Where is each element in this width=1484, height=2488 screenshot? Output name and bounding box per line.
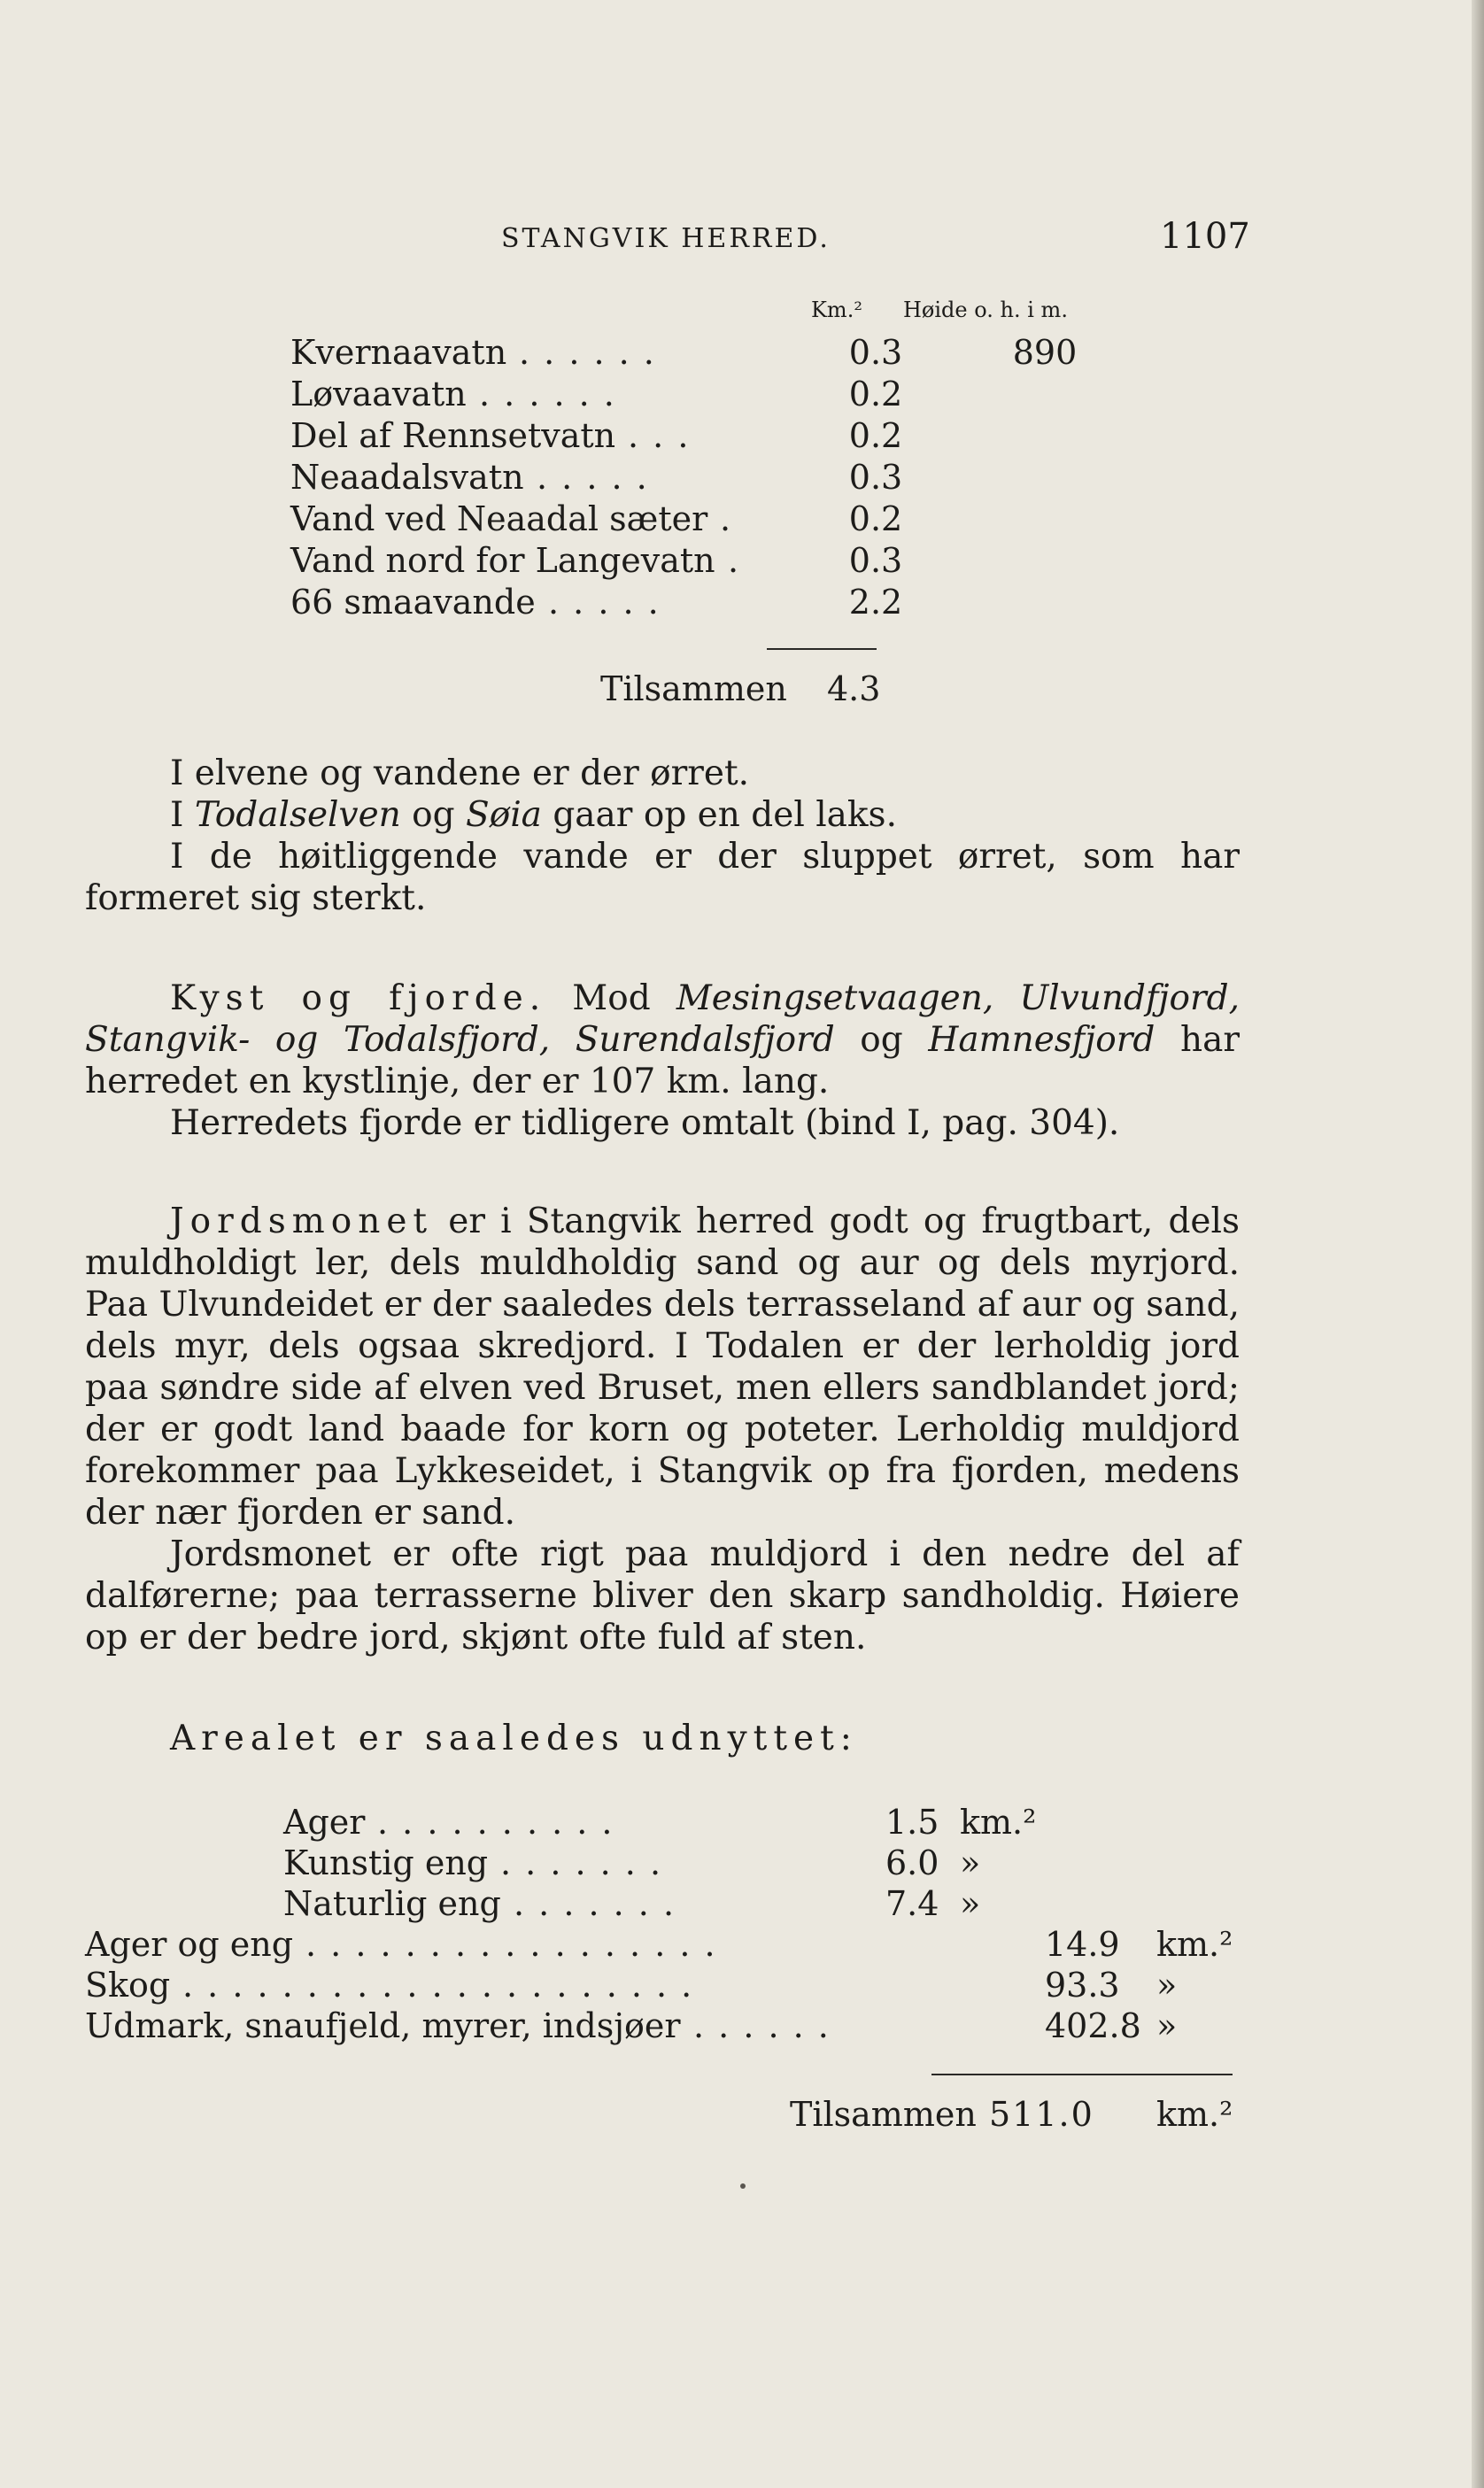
lake-area: 0.2 [848,499,903,538]
column-header-km: Km.² [811,297,862,322]
lake-name: Kvernaavatn [290,333,507,372]
area-heading: Arealet er saaledes udnyttet: [170,1719,858,1758]
area-value: 14.9 [1045,1925,1120,1964]
soil-text-1: Jordsmonet er i Stangvik herred godt og frugtbart, dels muldholdigt ler, dels muldholdig sand og aur og dels myrjord. Paa Ulvundeidet er der saaledes dels terrasseland af aur og sand, dels myr, dels ogsaa skredjord. I Todalen er der lerholdig jord paa søndre side af elven ved Bruset, men ellers sandblandet jord; der er godt land baade for korn og poteter. Lerholdig muldjord forekommer paa Lykkeseidet, i Stangvik op fra fjorden, medens der nær fjorden er sand. [85,1202,1240,1533]
area-unit: » [960,1884,981,1923]
leader-dots: . . . . . . [519,333,656,372]
fish-paragraph [85,753,1240,919]
soil-paragraph [85,1201,1240,1658]
page-speck [740,2183,746,2189]
lake-name: Del af Rennsetvatn [290,416,616,455]
lake-area: 0.3 [848,541,903,580]
area-value: 7.4 [885,1884,939,1923]
lake-name: 66 smaavande [290,583,536,622]
area-sub-row [0,1843,1484,1884]
leader-dots: . . . . . . . [500,1843,663,1882]
soil-text-2: Jordsmonet er ofte rigt paa muldjord i den nedre del af dalførerne; paa terrasserne bliver den skarp sandholdig. Høiere op er der bedre jord, skjønt ofte fuld af sten. [85,1534,1240,1657]
lake-area: 0.3 [848,458,903,497]
leader-dots: . [720,499,733,538]
lake-row [290,333,1078,374]
fjord-list: Mesingsetvaagen, Ulvundfjord, Stangvik- og Todalsfjord, Surendalsfjord [85,978,1240,1060]
area-label: Skog [85,1966,171,2005]
lake-row [290,499,999,540]
area-unit: » [1156,1966,1178,2005]
area-label: Udmark, snaufjeld, myrer, indsjøer [85,2006,681,2045]
area-label: Ager og eng [85,1925,294,1964]
column-header-hoide: Høide o. h. i m. [903,297,1068,322]
leader-dots: . . . [628,416,691,455]
fish-line-3: I de høitliggende vande er der sluppet ørret, som har formeret sig sterkt. [85,837,1240,918]
lake-name: Neaadalsvatn [290,458,524,497]
river-todalselven: Todalselven [194,795,401,835]
area-value: 93.3 [1045,1966,1120,2005]
lake-row [290,541,999,582]
leader-dots: . . . . . . [693,2006,831,2045]
area-label: Naturlig eng [283,1884,501,1923]
area-unit: » [1156,2006,1178,2045]
leader-dots: . . . . . . [479,375,616,413]
area-unit: km.² [1156,1925,1233,1964]
coast-line-2: Herredets fjorde er tidligere omtalt (bind I, pag. 304). [170,1103,1120,1143]
area-unit: » [960,1843,981,1882]
leader-dots: . . . . . . . . . . [377,1803,614,1842]
river-soia: Søia [466,795,542,835]
lake-area: 2.2 [848,583,903,622]
lake-height: 890 [1012,333,1078,372]
fjord-hamnesfjord: Hamnesfjord [928,1020,1156,1060]
lake-name: Vand nord for Langevatn [290,541,715,580]
area-sub-row [0,1884,1484,1925]
area-value: 6.0 [885,1843,939,1882]
lakes-total-label: Tilsammen [600,669,787,708]
lake-name: Løvaavatn [290,375,467,413]
lake-row [290,416,999,457]
leader-dots: . . . . . [548,583,661,622]
leader-dots: . . . . . . . . . . . . . . . . . [305,1925,717,1964]
area-main-row [0,1966,1484,2006]
area-main-row [0,2006,1484,2047]
lake-row [290,458,999,498]
coast-heading: Kyst og fjorde. [170,978,547,1018]
area-total-unit: km.² [1156,2095,1233,2134]
lake-area: 0.2 [848,375,903,413]
coast-paragraph [85,977,1240,1144]
sum-rule [767,648,877,650]
lake-row [290,583,999,623]
lakes-total-value: 4.3 [827,669,881,708]
area-total-value: 511.0 [989,2095,1094,2134]
area-total-row [0,2095,1484,2136]
area-value: 1.5 [885,1803,939,1842]
area-unit: km.² [960,1803,1037,1842]
lake-area: 0.2 [848,416,903,455]
area-label: Ager [283,1803,366,1842]
area-main-row [0,1925,1484,1966]
fish-line-1: I elvene og vandene er der ørret. [170,753,750,793]
area-sum-rule [931,2074,1233,2075]
area-value: 402.8 [1045,2006,1141,2045]
soil-heading: Jordsmonet [170,1202,434,1241]
leader-dots: . . . . . [537,458,649,497]
leader-dots: . [728,541,741,580]
running-header: STANGVIK HERRED. [501,223,831,254]
area-total-label: Tilsammen [790,2095,977,2134]
coast-text: Kyst og fjorde. Mod Mesingsetvaagen, Ulvundfjord, Stangvik- og Todalsfjord, Surendalsfjord og Hamnesfjord har herredet en kystlinje, der er 107 km. lang. [85,978,1240,1101]
lake-area: 0.3 [848,333,903,372]
leader-dots: . . . . . . . [514,1884,676,1923]
page-number: 1107 [1160,216,1250,257]
lake-row [290,375,999,415]
area-label: Kunstig eng [283,1843,489,1882]
lake-name: Vand ved Neaadal sæter [290,499,708,538]
area-sub-row [0,1803,1484,1843]
fish-line-2: I Todalselven og Søia gaar op en del laks. [170,795,897,835]
leader-dots: . . . . . . . . . . . . . . . . . . . . . [182,1966,694,2005]
